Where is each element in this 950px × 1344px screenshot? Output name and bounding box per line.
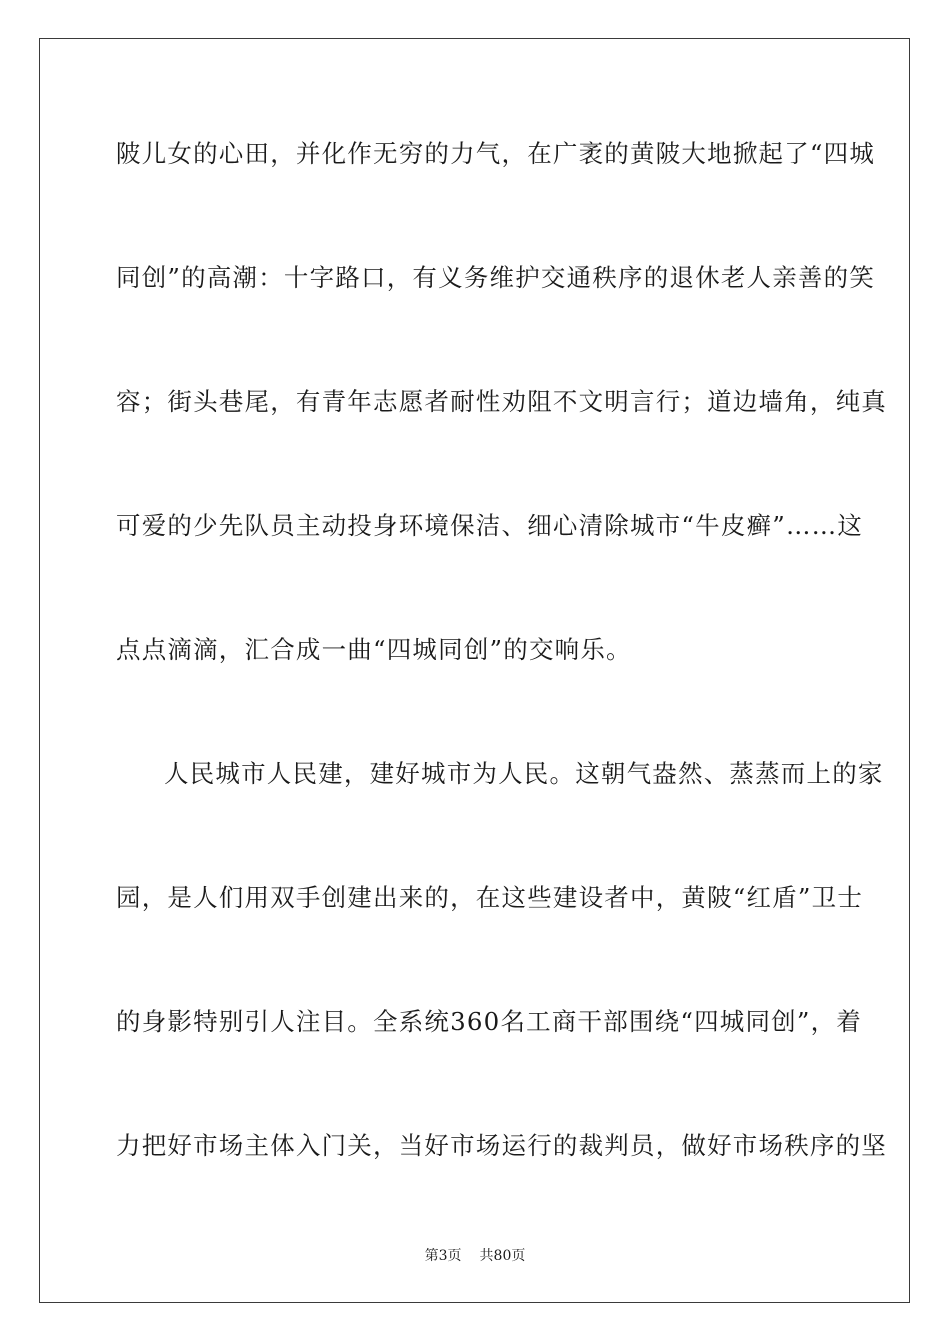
paragraph-line: 容；街头巷尾，有青年志愿者耐性劝阻不文明言行；道边墙角，纯真 [116, 387, 887, 416]
paragraph-line: 人民城市人民建，建好城市为人民。这朝气盎然、蒸蒸而上的家 [164, 759, 884, 788]
paragraph-line: 可爱的少先队员主动投身环境保洁、细心清除城市“牛皮癣”……这 [116, 511, 864, 540]
paragraph-line: 点点滴滴，汇合成一曲“四城同创”的交响乐。 [116, 635, 632, 664]
page-footer [0, 1247, 950, 1265]
paragraph-line: 园，是人们用双手创建出来的，在这些建设者中，黄陂“红盾”卫士 [116, 883, 864, 912]
paragraph-line: 陂儿女的心田，并化作无穷的力气，在广袤的黄陂大地掀起了“四城 [116, 139, 876, 168]
page-border [39, 38, 910, 1303]
page-total: 共80页 [479, 1248, 526, 1264]
paragraph-line: 的身影特别引人注目。全系统360名工商干部围绕“四城同创”，着 [116, 1007, 863, 1036]
paragraph-line: 同创”的高潮：十字路口，有义务维护交通秩序的退休老人亲善的笑 [116, 263, 876, 292]
paragraph-line: 力把好市场主体入门关，当好市场运行的裁判员，做好市场秩序的坚 [116, 1131, 887, 1160]
page-number: 第3页 [424, 1248, 462, 1264]
